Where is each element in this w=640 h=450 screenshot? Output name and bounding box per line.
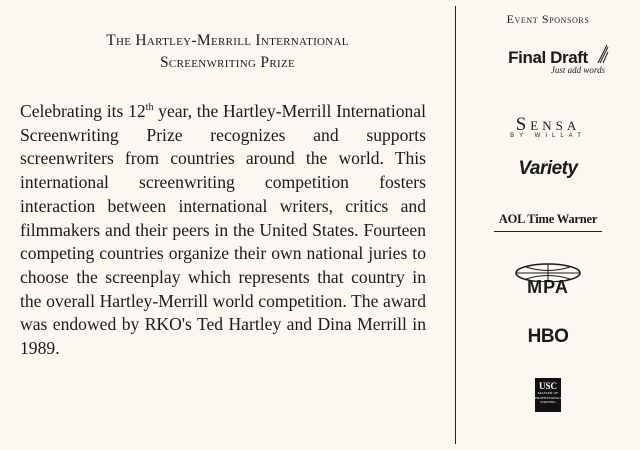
mpa-name: MPA bbox=[527, 277, 569, 297]
usc-logo bbox=[456, 378, 640, 412]
final-draft-name: Final Draft bbox=[508, 48, 588, 67]
prize-title bbox=[20, 30, 435, 74]
usc-badge bbox=[535, 378, 561, 412]
prize-title-line-1: The Hartley-Merrill International bbox=[106, 32, 349, 49]
hbo-logo bbox=[456, 326, 640, 348]
sponsors-heading: Event Sponsors bbox=[506, 12, 590, 26]
sponsors-panel bbox=[456, 0, 640, 450]
usc-name: USC bbox=[538, 381, 557, 391]
sensa-logo bbox=[456, 114, 640, 139]
ordinal-suffix: th bbox=[145, 102, 154, 113]
usc-subtitle: MASTER OF PROFESSIONAL WRITING bbox=[535, 391, 562, 404]
quill-icon bbox=[597, 44, 609, 64]
aol-time-warner-logo bbox=[456, 210, 640, 232]
variety-logo bbox=[456, 158, 640, 180]
variety-name: Variety bbox=[518, 158, 578, 179]
mpa-logo bbox=[456, 262, 640, 298]
prize-title-line-2: Screenwriting Prize bbox=[160, 54, 295, 71]
final-draft-logo bbox=[456, 48, 640, 75]
prize-description bbox=[20, 100, 426, 361]
aol-time-warner-name: AOL Time Warner bbox=[498, 212, 598, 226]
aol-underline bbox=[494, 231, 602, 232]
description-text: year, the Hartley-Merrill International Screenwriting Prize recognizes and supports screenwriters from countries around the world. This international screenwriting competition fosters interaction between international writers, critics and filmmakers and their peers in the United States. Fourteen competing countries organize their own national juries to choose the screenplay which represents that country in the overall Hartley-Merrill world competition. The award was endowed by RKO's Ted Hartley and Dina Merrill in 1989. bbox=[20, 101, 426, 359]
sensa-subtitle: BY WILLAT bbox=[510, 133, 586, 139]
sensa-name: Sensa bbox=[515, 114, 581, 135]
hbo-name: HBO bbox=[527, 326, 569, 347]
final-draft-tagline: Just add words bbox=[550, 65, 606, 75]
description-intro: Celebrating its 12 bbox=[20, 101, 146, 121]
